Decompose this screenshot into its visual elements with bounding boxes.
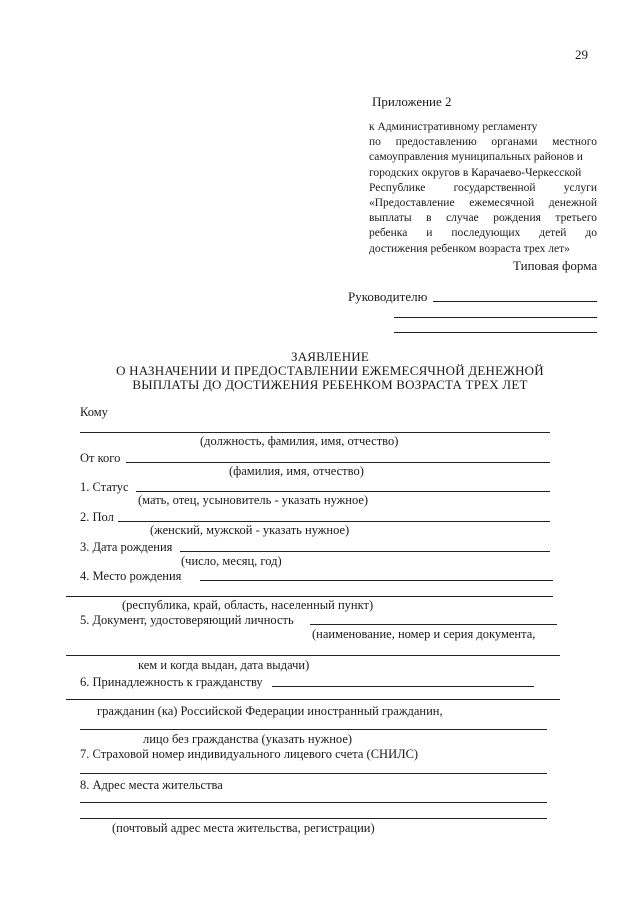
form-type: Типовая форма [513, 258, 598, 273]
citizen-line-2[interactable] [66, 699, 560, 700]
appendix-line-4: городских округов в Карачаево-Черкесской [369, 166, 582, 179]
dob-caption: (число, месяц, год) [181, 554, 282, 568]
appendix-line-5: Республике государственной услуги [369, 181, 597, 194]
sex-caption: (женский, мужской - указать нужное) [150, 523, 350, 537]
address-caption: (почтовый адрес места жительства, регистрации) [112, 821, 375, 835]
pob-line-1[interactable] [200, 580, 553, 581]
citizen-caption-2: лицо без гражданства (указать нужное) [143, 732, 353, 746]
pob-caption: (республика, край, область, населенный пункт) [122, 598, 374, 612]
from-caption: (фамилия, имя, отчество) [229, 464, 364, 478]
pob-label: 4. Место рождения [80, 569, 182, 583]
addressee-line-1[interactable] [433, 301, 597, 302]
addressee-label: Руководителю [348, 289, 428, 304]
to-line[interactable] [80, 432, 550, 433]
address-label: 8. Адрес места жительства [80, 778, 223, 792]
page-number: 29 [575, 47, 588, 62]
address-line-2[interactable] [80, 818, 547, 819]
status-line[interactable] [136, 491, 550, 492]
status-label: 1. Статус [80, 480, 129, 494]
doc-caption-2: кем и когда выдан, дата выдачи) [138, 658, 310, 672]
addressee-line-3[interactable] [394, 332, 597, 333]
doc-line-2[interactable] [66, 655, 560, 656]
citizen-caption-1: гражданин (ка) Российской Федерации иностранный гражданин, [97, 704, 443, 718]
appendix-line-6: «Предоставление ежемесячной денежной [369, 197, 597, 210]
appendix-line-9: достижения ребенком возраста трех лет» [369, 242, 570, 255]
from-line[interactable] [126, 462, 550, 463]
status-caption: (мать, отец, усыновитель - указать нужное) [138, 493, 369, 507]
citizen-line-3[interactable] [80, 729, 547, 730]
appendix-block [369, 120, 597, 257]
doc-label: 5. Документ, удостоверяющий личность [80, 613, 294, 627]
dob-label: 3. Дата рождения [80, 540, 173, 554]
citizen-line-1[interactable] [272, 686, 534, 687]
snils-line[interactable] [80, 773, 547, 774]
appendix-line-7: выплаты в случае рождения третьего [369, 212, 597, 225]
heading-line-2: О НАЗНАЧЕНИИ И ПРЕДОСТАВЛЕНИИ ЕЖЕМЕСЯЧНОЙ ДЕНЕЖНОЙ [116, 363, 544, 378]
pob-line-2[interactable] [66, 596, 553, 597]
from-label: От кого [80, 451, 121, 465]
appendix-line-8: ребенка и последующих детей до [369, 227, 597, 240]
address-line-1[interactable] [80, 802, 547, 803]
to-label: Кому [80, 405, 108, 419]
addressee-line-2[interactable] [394, 317, 597, 318]
sex-line[interactable] [118, 521, 550, 522]
appendix-title: Приложение 2 [372, 94, 452, 109]
to-caption: (должность, фамилия, имя, отчество) [200, 434, 399, 448]
snils-label: 7. Страховой номер индивидуального лицевого счета (СНИЛС) [80, 747, 419, 761]
heading-line-3: ВЫПЛАТЫ ДО ДОСТИЖЕНИЯ РЕБЕНКОМ ВОЗРАСТА ТРЕХ ЛЕТ [132, 377, 528, 392]
dob-line[interactable] [180, 551, 550, 552]
citizen-label: 6. Принадлежность к гражданству [80, 675, 263, 689]
sex-label: 2. Пол [80, 510, 114, 524]
heading-line-1: ЗАЯВЛЕНИЕ [290, 349, 370, 364]
appendix-line-2: по предоставлению органами местного [369, 136, 597, 149]
appendix-line-3: самоуправления муниципальных районов и [369, 151, 583, 164]
doc-line-1[interactable] [310, 624, 557, 625]
appendix-line-1: к Административному регламенту [369, 121, 538, 133]
doc-caption-1: (наименование, номер и серия документа, [312, 627, 536, 641]
